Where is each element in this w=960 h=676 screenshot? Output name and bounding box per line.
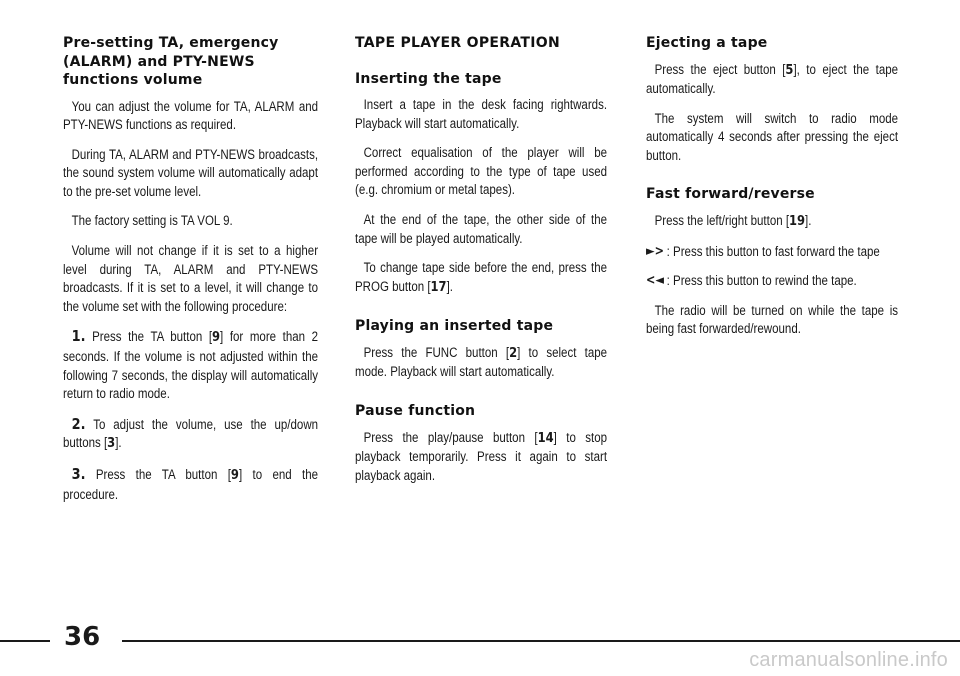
paragraph [646, 61, 898, 99]
button-reference: 17 [430, 279, 447, 295]
section-heading-inserting: Inserting the tape [355, 70, 502, 87]
section-heading-pause: Pause function [355, 403, 476, 420]
column-1 [63, 34, 318, 515]
text: ]. [805, 212, 812, 228]
rewind-icon: <◄ [646, 273, 664, 289]
button-reference: 2 [509, 345, 518, 361]
paragraph [646, 212, 898, 232]
paragraph: Insert a tape in the desk facing rightwards. Playback will start automatically. [355, 97, 608, 131]
step-number: 1. [71, 327, 86, 346]
section-heading-fast-forward: Fast forward/reverse [646, 186, 815, 203]
text: Press the left/right button [ [654, 212, 790, 228]
step-2 [63, 415, 318, 454]
button-reference: 9 [230, 468, 239, 483]
paragraph: At the end of the tape, the other side of the tape will be played automatically. [355, 211, 608, 246]
paragraph: Volume will not change if it is set to a higher level during TA, ALARM and PTY-NEWS broadcasts. If it is set to a level, it will change to the volume set with the following procedure: [63, 243, 319, 314]
section-heading-volume-preset: Pre-setting TA, emergency (ALARM) and PTY-NEWS functions volume [63, 35, 279, 88]
fast-forward-icon: ►> [646, 243, 664, 259]
text: : Press this button to rewind the tape. [666, 273, 857, 289]
text: Press the play/pause button [ [363, 429, 538, 445]
paragraph: During TA, ALARM and PTY-NEWS broadcasts, the sound system volume will automatically adapt to the pre-set volume level. [63, 146, 319, 199]
paragraph: Correct equalisation of the player will be performed according to the type of tape used (e.g. chromium or metal tapes). [355, 145, 608, 198]
step-text: ] to end the procedure. [63, 467, 319, 502]
column-2 [355, 34, 607, 496]
step-text: To adjust the volume, use the up/down buttons [ [63, 416, 319, 451]
text: ] to stop playback temporarily. Press it again to start playback again. [355, 429, 608, 483]
watermark: carmanualsonline.info [749, 649, 948, 671]
paragraph [355, 344, 607, 382]
chapter-heading: TAPE PLAYER OPERATION [355, 35, 560, 51]
paragraph: You can adjust the volume for TA, ALARM and PTY-NEWS functions as required. [63, 98, 319, 133]
button-reference: 14 [537, 430, 554, 446]
paragraph: The system will switch to radio mode automatically 4 seconds after pressing the eject button. [646, 110, 899, 163]
fast-forward-item [646, 243, 919, 262]
section-heading-playing: Playing an inserted tape [355, 318, 554, 335]
button-reference: 3 [107, 436, 116, 452]
rewind-item [646, 272, 919, 291]
button-reference: 19 [789, 213, 806, 229]
text: : Press this button to fast forward the tape [666, 243, 880, 259]
paragraph: The factory setting is TA VOL 9. [71, 213, 233, 229]
step-text: ] for more than 2 seconds. If the volume is not adjusted within the following 7 seconds, the display will automatically return to radio mode. [63, 329, 319, 402]
paragraph [355, 429, 607, 486]
text: ], to eject the tape automatically. [646, 61, 899, 97]
step-number: 2. [71, 414, 86, 433]
step-text: Press the TA button [ [92, 329, 213, 345]
step-text: ]. [115, 435, 122, 451]
text: ] to select tape mode. Playback will start automatically. [355, 344, 608, 380]
button-reference: 5 [785, 62, 794, 78]
text: ]. [446, 278, 453, 294]
paragraph [355, 259, 607, 297]
text: Press the FUNC button [ [363, 344, 510, 360]
paragraph: The radio will be turned on while the tape is being fast forwarded/rewound. [646, 302, 899, 337]
text: To change tape side before the end, press the PROG button [ [355, 260, 608, 294]
text: Press the eject button [ [654, 61, 786, 77]
step-1 [63, 327, 318, 403]
column-3 [646, 34, 898, 350]
footer-rule-left [0, 640, 50, 642]
section-heading-ejecting: Ejecting a tape [646, 35, 768, 51]
step-text: Press the TA button [ [95, 467, 231, 482]
step-3 [63, 465, 318, 504]
footer-rule-right [122, 640, 960, 642]
step-number: 3. [71, 465, 86, 483]
button-reference: 9 [212, 330, 221, 346]
page-number: 36 [64, 622, 101, 652]
